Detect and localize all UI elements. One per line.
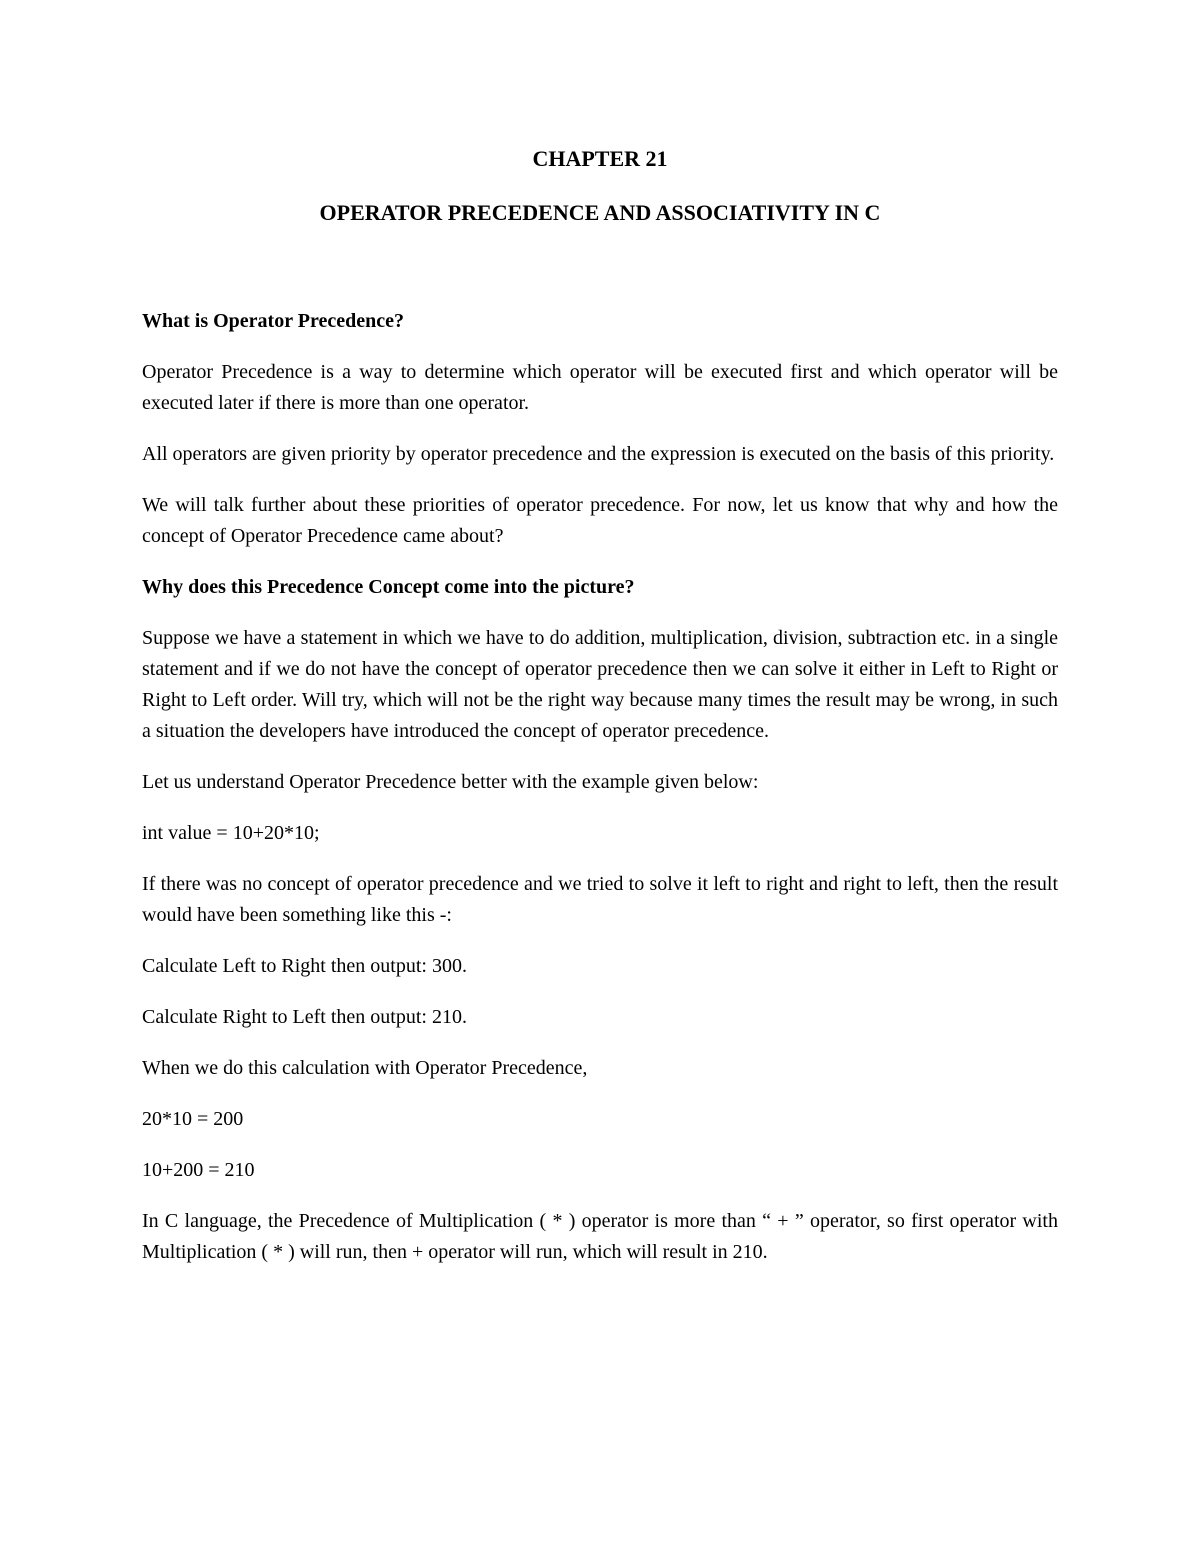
spacer (142, 1084, 1058, 1104)
section-heading: What is Operator Precedence? (142, 310, 404, 332)
spacer (142, 1033, 1058, 1053)
paragraph: We will talk further about these priorities of operator precedence. For now, let us know that why and how the concept of Operator Precedence came about? (142, 494, 1058, 547)
spacer (142, 798, 1058, 818)
paragraph: Suppose we have a statement in which we have to do addition, multiplication, division, subtraction etc. in a single statement and if we do not have the concept of operator precedence then we can solve it either in Left to Right or Right to Left order. Will try, which will not be the right way because many times the result may be wrong, in such a situation the developers have introduced the concept of operator precedence. (142, 627, 1058, 742)
paragraph: In C language, the Precedence of Multiplication ( * ) operator is more than “ + ” operator, so first operator with Multiplication ( * ) will run, then + operator will run, which will result in 210. (142, 1210, 1058, 1263)
spacer (142, 982, 1058, 1002)
paragraph: All operators are given priority by operator precedence and the expression is executed on the basis of this priority. (142, 443, 1055, 465)
result-line: Calculate Left to Right then output: 300. (142, 955, 467, 977)
spacer (142, 1186, 1058, 1206)
paragraph: Let us understand Operator Precedence better with the example given below: (142, 771, 759, 793)
spacer (142, 747, 1058, 767)
calculation-line: 20*10 = 200 (142, 1108, 244, 1130)
section-heading: Why does this Precedence Concept come into the picture? (142, 576, 635, 598)
document-page (142, 143, 1058, 1268)
chapter-subtitle: OPERATOR PRECEDENCE AND ASSOCIATIVITY IN C (319, 200, 881, 225)
spacer (142, 603, 1058, 623)
spacer (142, 470, 1058, 490)
spacer (142, 337, 1058, 357)
spacer (142, 229, 1058, 306)
spacer (142, 552, 1058, 572)
spacer (142, 1135, 1058, 1155)
spacer (142, 419, 1058, 439)
code-example: int value = 10+20*10; (142, 822, 320, 844)
paragraph: Operator Precedence is a way to determine which operator will be executed first and which operator will be executed later if there is more than one operator. (142, 361, 1058, 414)
paragraph: If there was no concept of operator precedence and we tried to solve it left to right and right to left, then the result would have been something like this -: (142, 873, 1058, 926)
calculation-line: 10+200 = 210 (142, 1159, 255, 1181)
spacer (142, 849, 1058, 869)
result-line: Calculate Right to Left then output: 210. (142, 1006, 467, 1028)
chapter-title: CHAPTER 21 (532, 146, 668, 171)
spacer (142, 931, 1058, 951)
paragraph: When we do this calculation with Operator Precedence, (142, 1057, 588, 1079)
